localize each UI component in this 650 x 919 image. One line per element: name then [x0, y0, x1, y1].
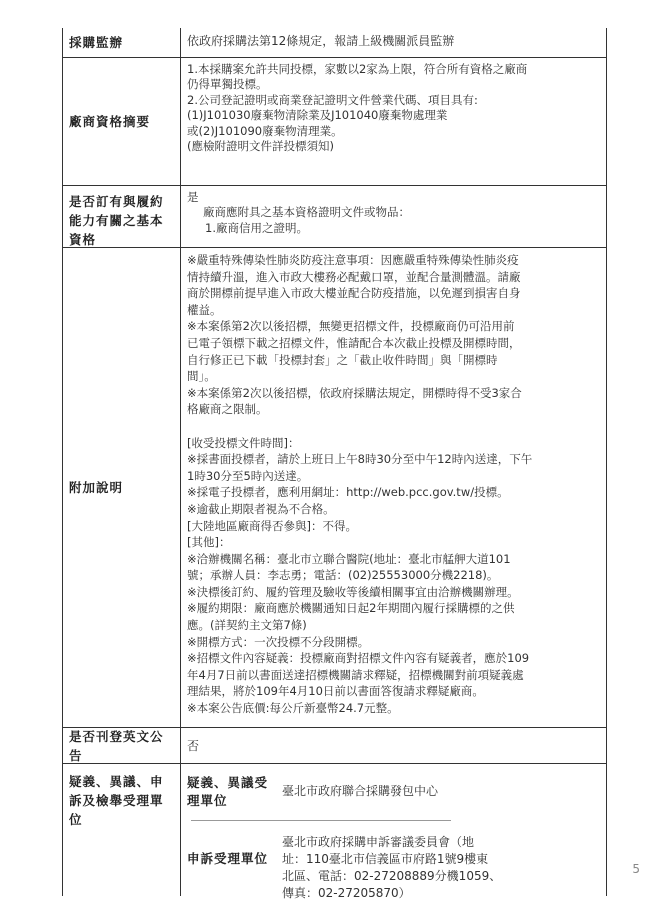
row-line: 已電子領標下載之招標文件，惟請配合本次截止投標及開標時間，	[187, 335, 521, 350]
row-line: ※本案係第2次以後招標，無變更招標文件，投標廠商仍可沿用前	[187, 319, 515, 334]
row-line: ※採電子投標者，應利用網址：http://web.pcc.gov.tw/投標。	[187, 485, 509, 500]
tender-info-table	[62, 28, 607, 900]
row-line: (1)J101030廢棄物清除業及J101040廢棄物處理業	[187, 108, 448, 123]
sub-row-line: 傳真：02-27205870）	[282, 886, 411, 900]
row-line: 1時30分至5時內送達。	[187, 468, 309, 483]
row-line: 仍得單獨投標。	[187, 77, 268, 92]
row-line: ※招標文件內容疑義：投標廠商對招標文件內容有疑義者，應於109	[187, 651, 530, 666]
table-row-english-notice	[63, 728, 606, 764]
sub-row-line: 北區、電話：02-27208889分機1059、	[282, 869, 502, 883]
divider	[191, 820, 451, 821]
row-line: [大陸地區廠商得否參與]：不得。	[187, 518, 357, 533]
row-line: 1.本採購案允許共同投標，家數以2家為上限，符合所有資格之廠商	[187, 62, 528, 76]
row-line: 權益。	[187, 302, 222, 317]
sub-row-line: 臺北市政府聯合採購發包中心	[282, 784, 439, 798]
sub-row-line: 臺北市政府採購申訴審議委員會（地	[282, 835, 475, 849]
sub-row-label: 申訴受理單位	[187, 851, 269, 866]
table-row-qualification-summary	[63, 58, 606, 186]
row-label: 疑義、異議、申訴及檢舉受理單位	[63, 764, 181, 896]
row-label: 是否訂有與履約能力有關之基本資格	[63, 186, 181, 247]
row-line: [其他]：	[187, 535, 231, 550]
row-line: 格廠商之限制。	[187, 402, 268, 417]
row-line: ※履約期限：廠商應於機關通知日起2年期間內履行採購標的之供	[187, 601, 515, 616]
table-row-additional-notes	[63, 248, 606, 728]
row-line: 自行修正已下載「投標封套」之「截止收件時間」與「開標時	[187, 352, 498, 367]
row-line: ※採書面投標者，請於上班日上午8時30分至中午12時內送達，下午	[187, 452, 533, 467]
page-number: 5	[632, 862, 640, 876]
sub-row-label: 疑義、異議受理單位	[187, 775, 269, 808]
row-line: 情持續升溫，進入市政大樓務必配戴口罩，並配合量測體溫。請廠	[187, 269, 521, 284]
row-line: (應檢附證明文件詳投標須知)	[187, 139, 334, 154]
row-line: 廠商應附具之基本資格證明文件或物品：	[203, 205, 410, 220]
row-line: 或(2)J101090廢棄物清理業。	[187, 123, 343, 138]
row-line: 1.廠商信用之證明。	[205, 220, 308, 235]
row-value: 依政府採購法第12條規定，報請上級機關派員監辦	[187, 34, 455, 48]
row-line: 商於開標前提早進入市政大樓並配合防疫措施，以免遲到損害自身	[187, 286, 521, 301]
row-line: ※洽辦機關名稱：臺北市立聯合醫院(地址：臺北市艋舺大道101	[187, 551, 511, 566]
row-line: 間」。	[187, 369, 216, 384]
row-line: 年4月7日前以書面送達招標機關請求釋疑，招標機關對前項疑義處	[187, 667, 524, 682]
row-line: ※嚴重特殊傳染性肺炎防疫注意事項：因應嚴重特殊傳染性肺炎疫	[187, 253, 519, 267]
blank-line	[187, 418, 600, 435]
row-label: 廠商資格摘要	[63, 58, 181, 185]
row-label: 是否刊登英文公告	[63, 728, 181, 763]
row-line: 應。(詳契約主文第7條)	[187, 618, 307, 633]
row-line: [收受投標文件時間]：	[187, 435, 300, 450]
row-line: 是	[187, 190, 199, 204]
row-label: 附加說明	[63, 248, 181, 727]
table-row-basic-qualification	[63, 186, 606, 248]
row-line: ※本案係第2次以後招標，依政府採購法規定，開標時得不受3家合	[187, 385, 522, 400]
row-line: ※本案公告底價:每公斤新臺幣24.7元整。	[187, 701, 399, 716]
row-line: ※決標後訂約、履約管理及驗收等後續相關事宜由洽辦機關辦理。	[187, 584, 519, 599]
row-line: ※逾截止期限者視為不合格。	[187, 501, 335, 516]
row-value: 否	[187, 739, 200, 753]
row-label: 採購監辦	[63, 28, 181, 57]
sub-row-line: 址：110臺北市信義區市府路1號9樓東	[282, 852, 489, 866]
table-row-supervision	[63, 28, 606, 58]
row-line: 2.公司登記證明或商業登記證明文件營業代碼、項目具有:	[187, 92, 478, 107]
row-line: ※開標方式：一次投標不分段開標。	[187, 634, 370, 649]
table-row-complaint-units	[63, 764, 606, 900]
row-line: 號；承辦人員：李志勇；電話：(02)25553000分機2218)。	[187, 568, 499, 583]
row-line: 理結果，將於109年4月10日前以書面答復請求釋疑廠商。	[187, 684, 484, 699]
